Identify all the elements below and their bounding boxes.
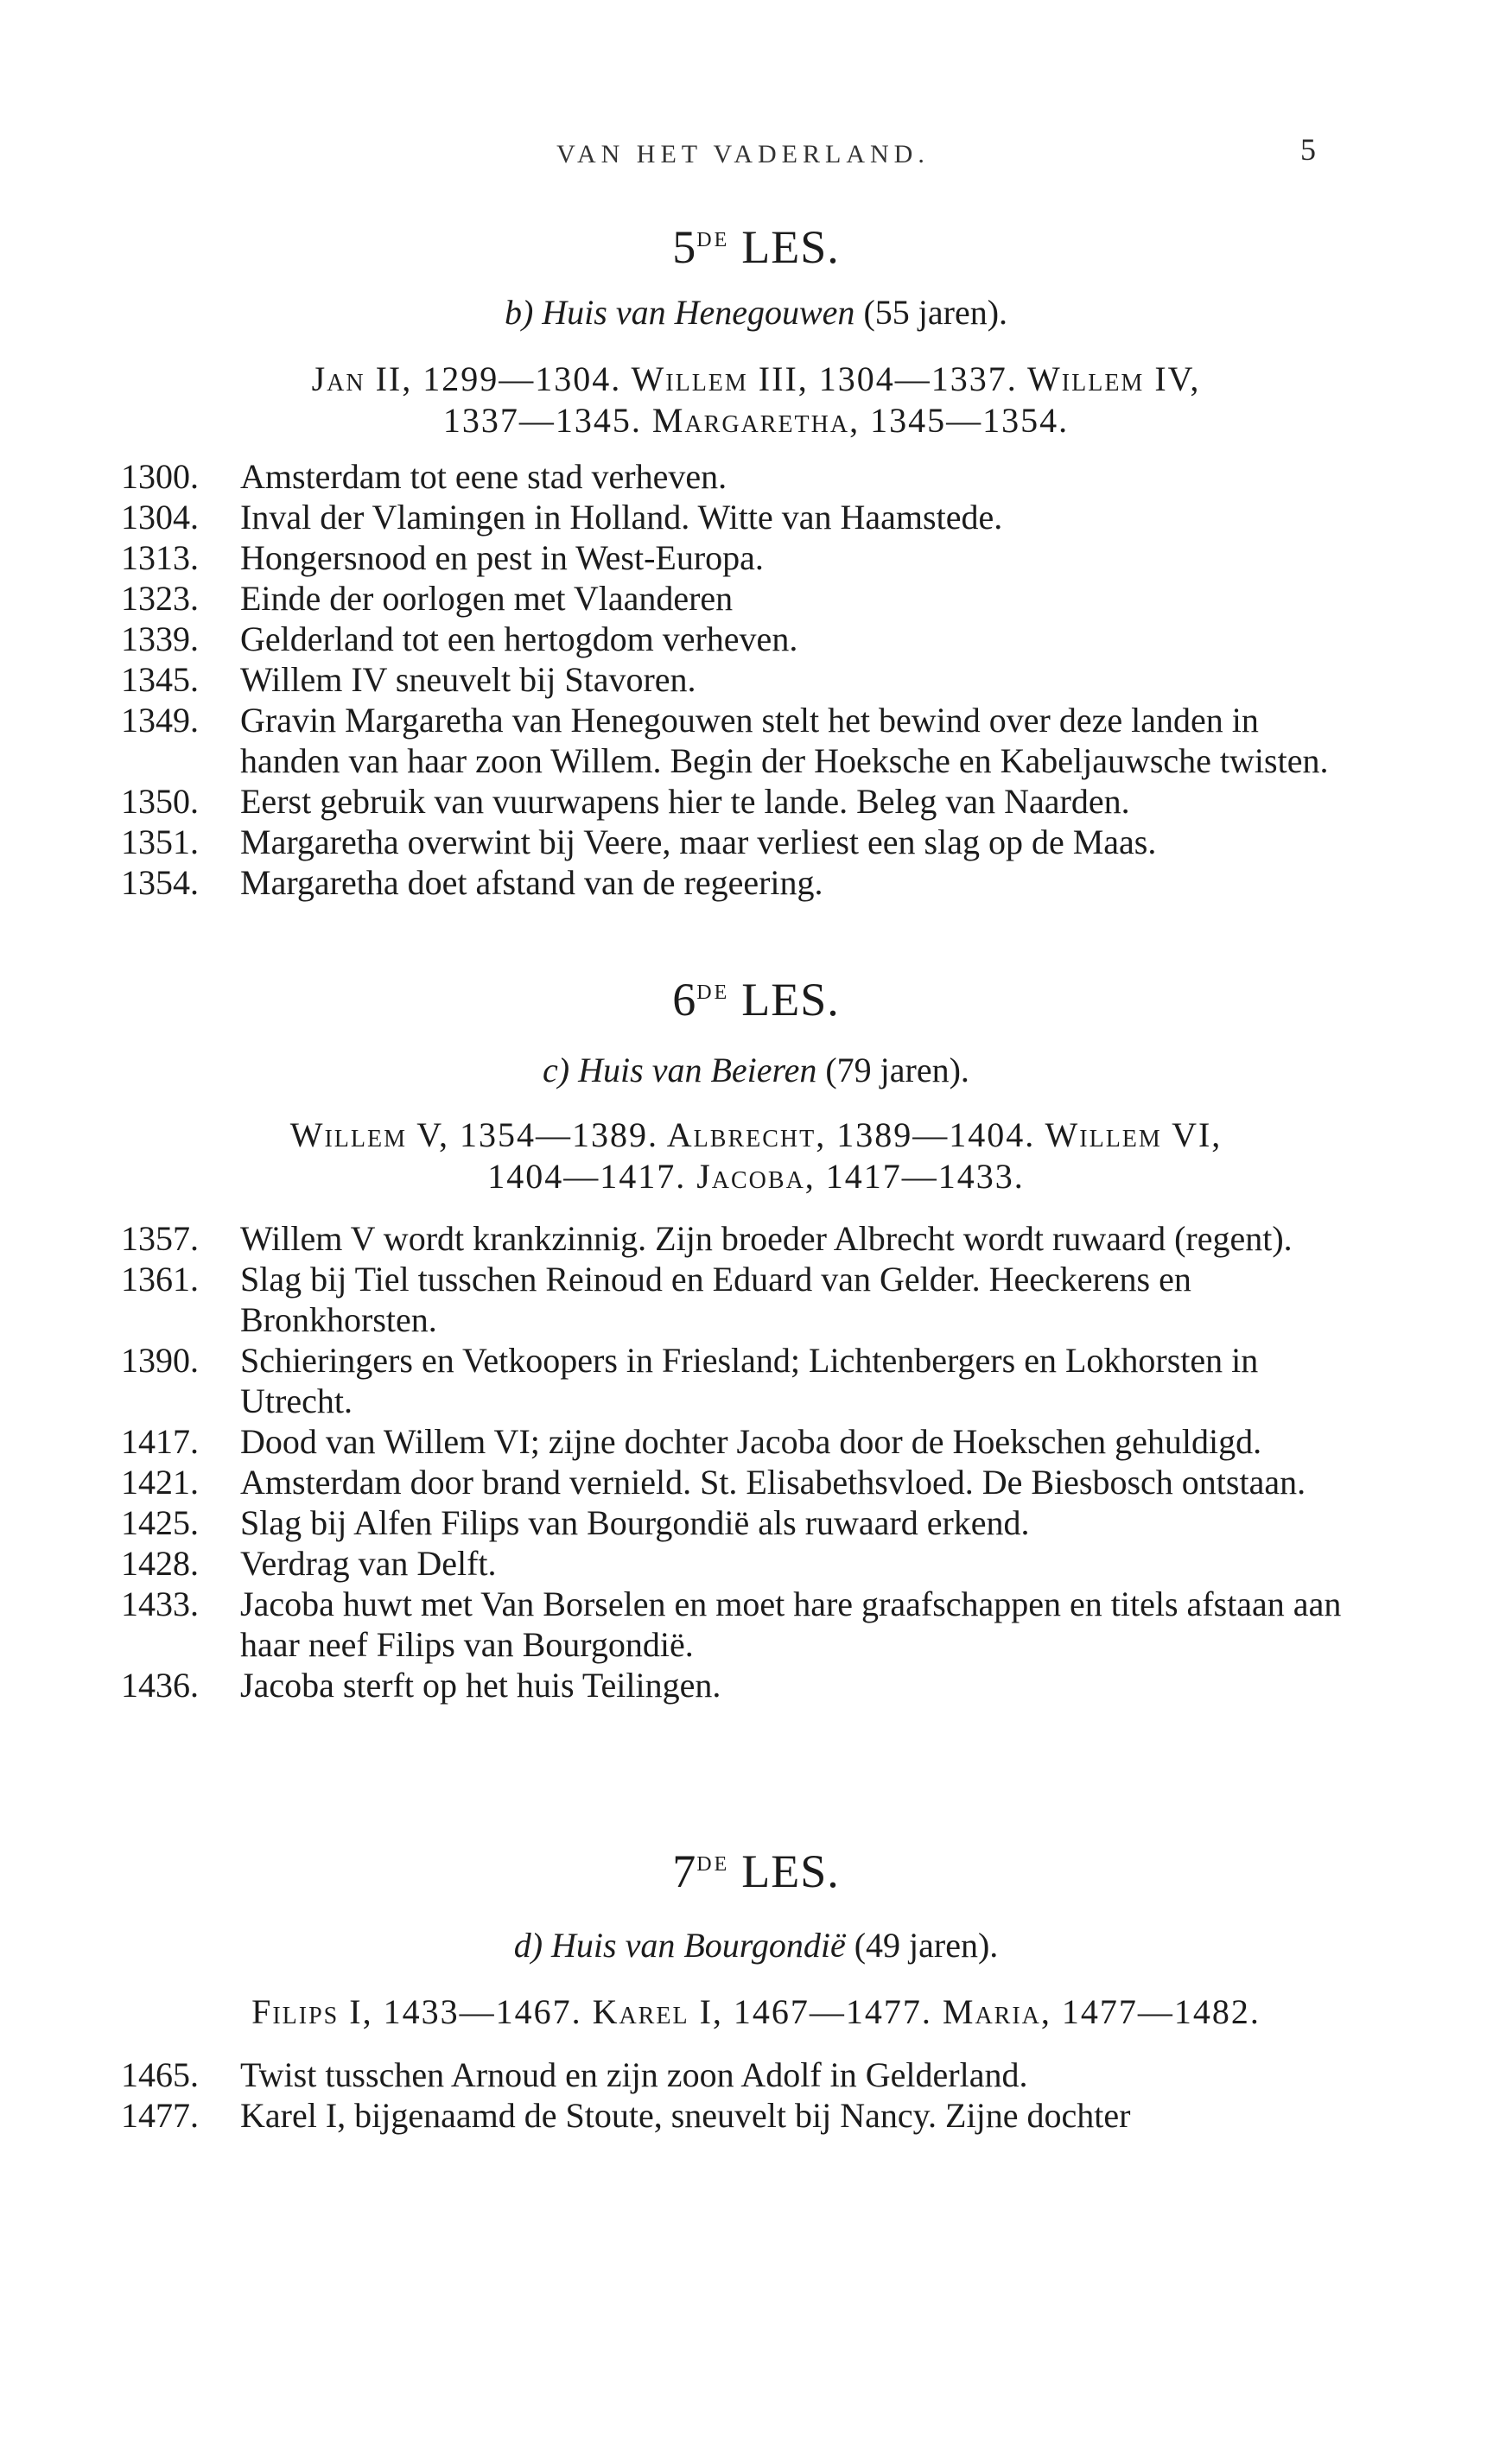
event-year: 1339. bbox=[121, 619, 199, 658]
event-text: Amsterdam door brand vernield. St. Elisabethsvloed. De Biesbosch ontstaan. bbox=[240, 1463, 1306, 1502]
event-entry bbox=[121, 862, 1356, 903]
event-text: Dood van Willem VI; zijne dochter Jacoba door de Hoekschen gehuldigd. bbox=[240, 1422, 1262, 1461]
house-name: Huis van Bourgondië bbox=[551, 1926, 846, 1965]
rulers-list-beieren bbox=[156, 1115, 1356, 1197]
rulers-line: Jan II, 1299—1304. Willem III, 1304—1337. Willem IV, bbox=[311, 359, 1201, 398]
house-prefix: d) bbox=[513, 1926, 543, 1965]
event-entry bbox=[121, 1421, 1356, 1462]
running-head: VAN HET VADERLAND. bbox=[556, 140, 930, 168]
event-text: Gravin Margaretha van Henegouwen stelt het bewind over deze landen in handen van haar zoon Willem. Begin der Hoeksche en Kabeljauwsche twisten. bbox=[240, 701, 1329, 780]
rulers-line: Filips I, 1433—1467. Karel I, 1467—1477. Maria, 1477—1482. bbox=[251, 1992, 1261, 2031]
house-name: Huis van Henegouwen bbox=[542, 293, 855, 332]
event-year: 1361. bbox=[121, 1260, 199, 1299]
event-year: 1477. bbox=[121, 2096, 199, 2135]
event-text: Einde der oorlogen met Vlaanderen bbox=[240, 579, 734, 618]
events-list-bourgondie bbox=[121, 2054, 1356, 2136]
house-heading-henegouwen bbox=[0, 292, 1512, 333]
event-year: 1323. bbox=[121, 579, 199, 618]
lesson-number: 5 bbox=[672, 221, 697, 273]
events-list-henegouwen bbox=[121, 456, 1356, 903]
event-year: 1354. bbox=[121, 863, 199, 902]
event-year: 1357. bbox=[121, 1219, 199, 1258]
event-year: 1345. bbox=[121, 660, 199, 699]
rulers-line: Willem V, 1354—1389. Albrecht, 1389—1404. Willem VI, bbox=[289, 1115, 1223, 1154]
event-entry bbox=[121, 497, 1356, 537]
event-entry bbox=[121, 578, 1356, 619]
event-entry bbox=[121, 822, 1356, 862]
event-text: Jacoba huwt met Van Borselen en moet hare graafschappen en titels afstaan aan haar neef Filips van Bourgondië. bbox=[240, 1584, 1342, 1664]
lesson-word: LES. bbox=[741, 221, 840, 273]
rulers-list-henegouwen bbox=[156, 359, 1356, 441]
event-text: Hongersnood en pest in West-Europa. bbox=[240, 538, 764, 577]
event-year: 1465. bbox=[121, 2055, 199, 2094]
event-text: Gelderland tot een hertogdom verheven. bbox=[240, 619, 798, 658]
lesson-heading-7 bbox=[0, 1845, 1512, 1898]
event-entry bbox=[121, 1218, 1356, 1259]
rulers-line: 1404—1417. Jacoba, 1417—1433. bbox=[487, 1157, 1025, 1196]
event-text: Schieringers en Vetkoopers in Friesland; Lichtenbergers en Lokhorsten in Utrecht. bbox=[240, 1341, 1259, 1420]
event-year: 1421. bbox=[121, 1463, 199, 1502]
lesson-number: 6 bbox=[672, 974, 697, 1026]
event-text: Margaretha overwint bij Veere, maar verliest een slag op de Maas. bbox=[240, 822, 1157, 861]
house-name: Huis van Beieren bbox=[578, 1051, 817, 1089]
event-text: Jacoba sterft op het huis Teilingen. bbox=[240, 1666, 721, 1705]
event-year: 1313. bbox=[121, 538, 199, 577]
event-year: 1433. bbox=[121, 1584, 199, 1623]
event-year: 1428. bbox=[121, 1544, 199, 1583]
lesson-ordinal: DE bbox=[696, 981, 730, 1004]
event-text: Karel I, bijgenaamd de Stoute, sneuvelt bij Nancy. Zijne dochter bbox=[240, 2096, 1131, 2135]
events-list-beieren bbox=[121, 1218, 1356, 1705]
event-entry bbox=[121, 1543, 1356, 1584]
event-text: Inval der Vlamingen in Holland. Witte van Haamstede. bbox=[240, 498, 1003, 537]
event-entry bbox=[121, 1259, 1356, 1340]
rulers-list-bourgondie bbox=[156, 1991, 1356, 2033]
event-text: Verdrag van Delft. bbox=[240, 1544, 497, 1583]
event-text: Amsterdam tot eene stad verheven. bbox=[240, 457, 727, 496]
event-year: 1390. bbox=[121, 1341, 199, 1380]
event-text: Slag bij Tiel tusschen Reinoud en Eduard van Gelder. Heeckerens en Bronkhorsten. bbox=[240, 1260, 1191, 1339]
event-year: 1304. bbox=[121, 498, 199, 537]
event-entry bbox=[121, 1462, 1356, 1502]
lesson-ordinal: DE bbox=[696, 1853, 730, 1876]
event-text: Eerst gebruik van vuurwapens hier te lande. Beleg van Naarden. bbox=[240, 782, 1130, 821]
event-year: 1300. bbox=[121, 457, 199, 496]
event-year: 1349. bbox=[121, 701, 199, 740]
house-heading-bourgondie bbox=[0, 1925, 1512, 1966]
event-entry bbox=[121, 2054, 1356, 2095]
event-entry bbox=[121, 659, 1356, 700]
event-entry bbox=[121, 1340, 1356, 1421]
lesson-number: 7 bbox=[672, 1845, 697, 1897]
event-entry bbox=[121, 456, 1356, 497]
house-years: (55 jaren). bbox=[863, 293, 1008, 332]
lesson-word: LES. bbox=[741, 1845, 840, 1897]
event-text: Willem V wordt krankzinnig. Zijn broeder Albrecht wordt ruwaard (regent). bbox=[240, 1219, 1293, 1258]
event-entry bbox=[121, 2095, 1356, 2136]
event-text: Slag bij Alfen Filips van Bourgondië als ruwaard erkend. bbox=[240, 1503, 1030, 1542]
event-entry bbox=[121, 1502, 1356, 1543]
event-text: Twist tusschen Arnoud en zijn zoon Adolf in Gelderland. bbox=[240, 2055, 1028, 2094]
page-number: 5 bbox=[1300, 132, 1316, 167]
event-year: 1436. bbox=[121, 1666, 199, 1705]
event-text: Willem IV sneuvelt bij Stavoren. bbox=[240, 660, 696, 699]
event-year: 1425. bbox=[121, 1503, 199, 1542]
lesson-word: LES. bbox=[741, 974, 840, 1026]
rulers-line: 1337—1345. Margaretha, 1345—1354. bbox=[442, 401, 1070, 440]
event-entry bbox=[121, 619, 1356, 659]
house-prefix: c) bbox=[543, 1051, 570, 1089]
event-entry bbox=[121, 700, 1356, 781]
event-entry bbox=[121, 1665, 1356, 1705]
house-years: (79 jaren). bbox=[825, 1051, 969, 1089]
event-year: 1350. bbox=[121, 782, 199, 821]
house-prefix: b) bbox=[504, 293, 534, 332]
event-year: 1417. bbox=[121, 1422, 199, 1461]
lesson-heading-5 bbox=[0, 220, 1512, 274]
house-years: (49 jaren). bbox=[854, 1926, 999, 1965]
event-entry bbox=[121, 537, 1356, 578]
event-entry bbox=[121, 781, 1356, 822]
house-heading-beieren bbox=[0, 1050, 1512, 1090]
lesson-heading-6 bbox=[0, 973, 1512, 1026]
lesson-ordinal: DE bbox=[696, 229, 730, 251]
event-text: Margaretha doet afstand van de regeering. bbox=[240, 863, 823, 902]
event-entry bbox=[121, 1584, 1356, 1665]
event-year: 1351. bbox=[121, 822, 199, 861]
